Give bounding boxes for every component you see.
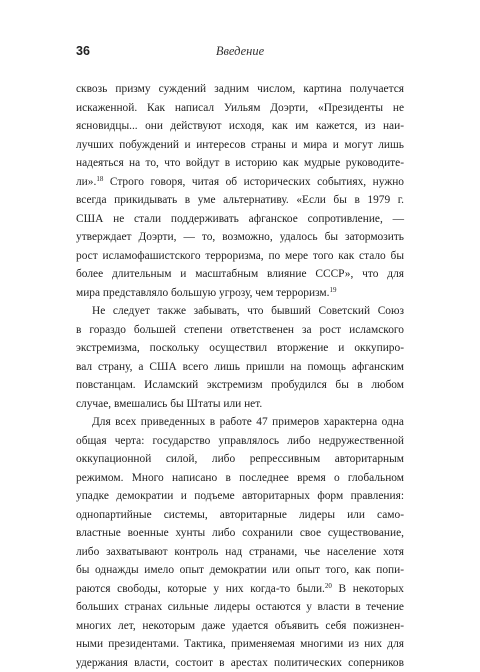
text-line: США не стали поддерживать афганское сопротивление, — (76, 210, 404, 229)
text-line: случае, вмешались бы Штаты или нет. (76, 395, 404, 414)
text-fragment: Строго говоря, читая об исторических событиях, нужно (103, 176, 404, 188)
footnote-ref[interactable]: 20 (325, 582, 332, 590)
text-line: повстанцам. Исламский экстремизм пробудился бы в любом (76, 376, 404, 395)
running-head: Введение (76, 44, 404, 59)
text-line (76, 284, 404, 303)
text-line: утверждает Доэрти, — то, возможно, удалось бы затормозить (76, 228, 404, 247)
text-line: Для всех приведенных в работе 47 примеров характерна одна (76, 413, 404, 432)
text-line: больших странах сильные лидеры остаются у власти в течение (76, 598, 404, 617)
paragraph (76, 413, 404, 672)
text-line: экстремизма, поскольку осуществил вторжение и оккупиро- (76, 339, 404, 358)
text-line: общая черта: государство управлялось либо недружественной (76, 432, 404, 451)
text-line (76, 173, 404, 192)
text-line: многих лет, некоторым даже удается объявить себя пожизнен- (76, 617, 404, 636)
body-text (76, 80, 404, 672)
footnote-ref[interactable]: 19 (329, 286, 336, 294)
text-line: ными президентами. Тактика, применяемая многими из них для (76, 635, 404, 654)
text-line: ясновидцы... они действуют исходя, как им кажется, из наи- (76, 117, 404, 136)
text-line: однопартийные системы, авторитарные лидеры или само- (76, 506, 404, 525)
text-line: бы однажды имело опыт демократии или опыт того, как попи- (76, 561, 404, 580)
text-line: властные военные хунты либо сохранили свое существование, (76, 524, 404, 543)
text-fragment: раются свободы, которые у них когда-то были. (76, 583, 325, 595)
text-line: надеяться на то, что войдут в историю как мудрые руководите- (76, 154, 404, 173)
text-line: Не следует также забывать, что бывший Советский Союз (76, 302, 404, 321)
footnote-ref[interactable]: 18 (96, 175, 103, 183)
text-line: вал страну, а США всего лишь пришли на помощь афганским (76, 358, 404, 377)
text-fragment: ли». (76, 176, 96, 188)
text-line: либо захватывают контроль над странами, чье население хотя (76, 543, 404, 562)
text-line: оккупационной силой, либо репрессивным авторитарным (76, 450, 404, 469)
text-line: рост исламофашистского терроризма, по мере того как стало бы (76, 247, 404, 266)
text-fragment: мира представляло большую угрозу, чем терроризм. (76, 287, 329, 299)
paragraph (76, 80, 404, 302)
page-header (76, 44, 404, 60)
page-number: 36 (76, 44, 90, 58)
text-line: удержания власти, состоит в арестах политических соперников (76, 654, 404, 672)
text-line: в гораздо большей степени ответственен за рост исламского (76, 321, 404, 340)
text-fragment: В некоторых (332, 583, 404, 595)
text-line: всегда прикидывать в уме альтернативу. «Если бы в 1979 г. (76, 191, 404, 210)
text-line: упадке демократии и подъеме авторитарных форм правления: (76, 487, 404, 506)
text-line: искаженной. Как написал Уильям Доэрти, «Президенты не (76, 99, 404, 118)
text-line: сквозь призму суждений задним числом, картина получается (76, 80, 404, 99)
text-line: лучших побуждений и интересов страны и мира и могут лишь (76, 136, 404, 155)
text-line: режимом. Много написано в последнее время о глобальном (76, 469, 404, 488)
text-line: более длительным и масштабным влияние СССР», что для (76, 265, 404, 284)
text-line (76, 580, 404, 599)
paragraph (76, 302, 404, 413)
